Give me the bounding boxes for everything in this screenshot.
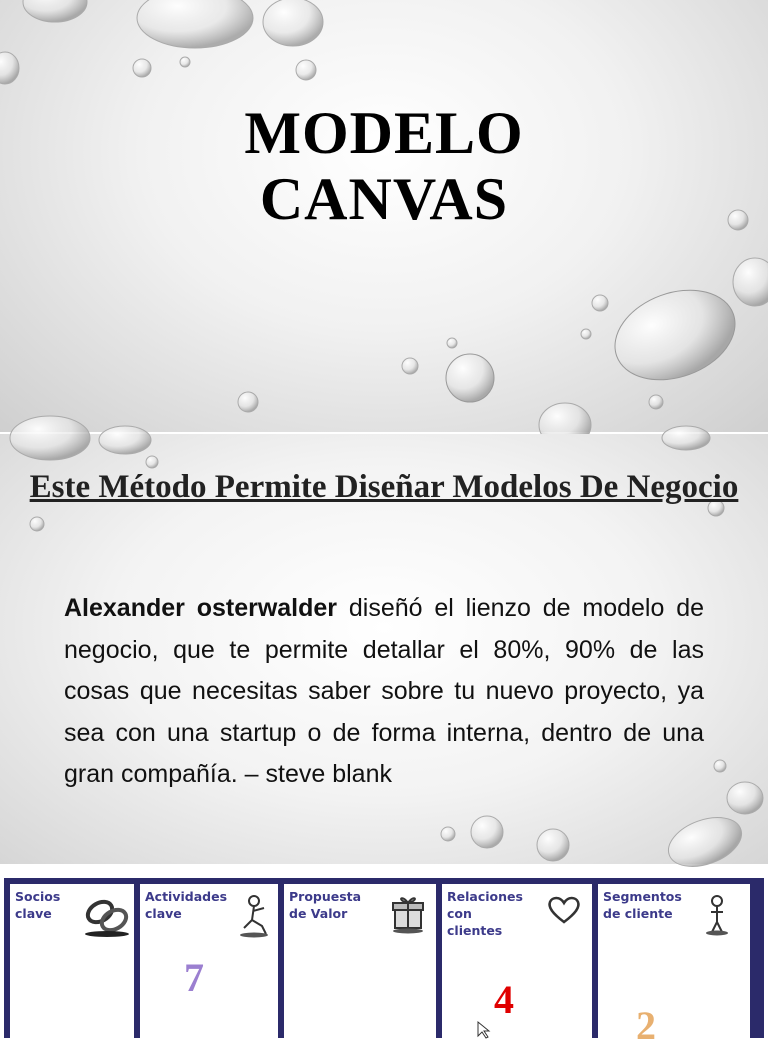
block-label: Propuesta de Valor	[289, 889, 362, 921]
block-number	[184, 954, 204, 1001]
canvas-block-socios-clave	[10, 884, 134, 1044]
content-slide	[0, 434, 768, 864]
canvas-block-relaciones-con-clientes	[442, 884, 592, 1044]
title-line-2: CANVAS	[259, 166, 509, 232]
business-model-canvas	[0, 868, 768, 1048]
title-slide	[0, 0, 768, 432]
canvas-block-segmentos-de-cliente	[598, 884, 750, 1048]
canvas-frame	[4, 878, 764, 1048]
author-name: Alexander osterwalder	[64, 594, 338, 622]
block-number	[636, 1002, 656, 1049]
slide-title	[0, 100, 768, 232]
block-number	[494, 976, 514, 1023]
canvas-block-propuesta-de-valor	[284, 884, 436, 1044]
canvas-block-actividades-clave	[140, 884, 278, 1044]
number-text: 2	[636, 1003, 656, 1048]
block-label: Socios clave	[15, 889, 61, 921]
slide-heading: Este Método Permite Diseñar Modelos De Negocio	[29, 469, 739, 505]
chain-links-icon	[82, 894, 132, 938]
title-line-1: MODELO	[244, 100, 524, 166]
cursor-icon	[476, 1020, 492, 1040]
person-icon	[702, 894, 732, 936]
gift-icon	[388, 894, 428, 934]
heart-icon	[546, 894, 582, 926]
number-text: 4	[494, 977, 514, 1022]
worker-icon	[236, 894, 274, 938]
block-label: Segmentos de cliente	[603, 889, 682, 921]
block-label: Actividades clave	[145, 889, 228, 921]
number-text: 7	[184, 955, 204, 1000]
body-text: diseñó el lienzo de modelo de negocio, que te permite detallar el 80%, 90% de las cosas que necesitas saber sobre tu nuevo proyecto, ya sea con una startup o de forma interna, dentro de una gran compañía. – steve blank	[64, 594, 705, 788]
block-label: Relaciones con clientes	[447, 889, 523, 938]
body-paragraph	[64, 588, 704, 796]
